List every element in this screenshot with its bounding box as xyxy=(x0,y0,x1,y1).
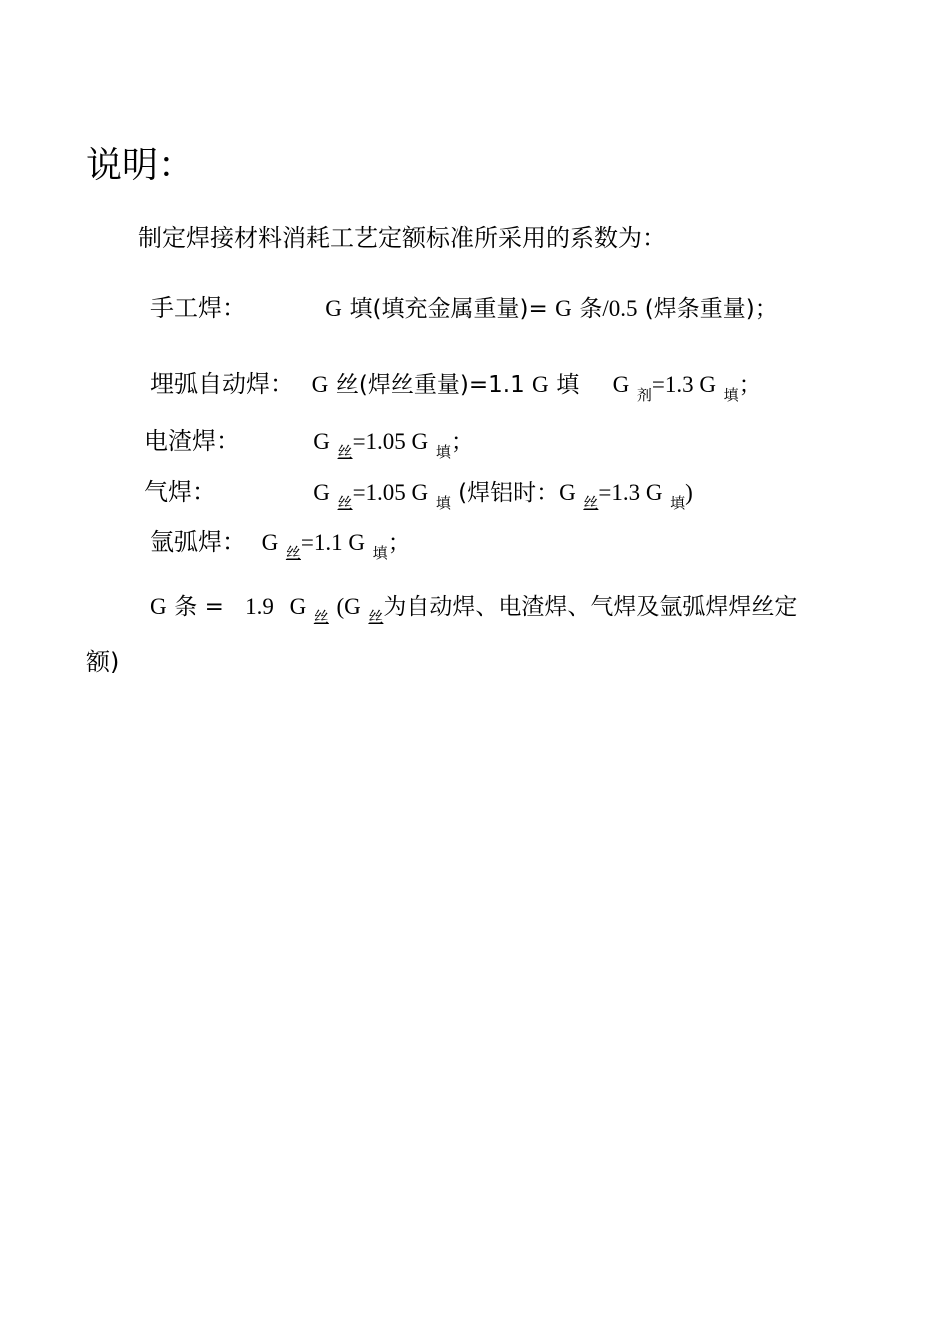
formula-subscript: 丝 xyxy=(285,544,301,562)
intro-paragraph: 制定焊接材料消耗工艺定额标准所采用的系数为： xyxy=(138,224,666,252)
formula-g: G xyxy=(411,480,429,505)
formula-g: G xyxy=(348,530,366,555)
formula-subscript: 填 xyxy=(723,386,739,404)
section-title: 说明： xyxy=(86,145,195,186)
formula-g: G xyxy=(313,480,330,505)
formula-sub: 条 xyxy=(174,594,198,620)
argon-arc-label: 氩弧焊： xyxy=(150,528,246,556)
formula-text: =1.3 xyxy=(651,372,700,397)
formula-g: G xyxy=(555,296,572,321)
formula-g: G xyxy=(559,480,576,505)
formula-g: G xyxy=(612,372,630,397)
electroslag-row xyxy=(144,425,474,460)
formula-text: (焊条重量)； xyxy=(637,296,778,322)
formula-value: 1.9 xyxy=(245,594,274,619)
formula-subscript: 丝 xyxy=(368,608,384,626)
formula-text: ； xyxy=(450,429,474,455)
formula-subscript: 丝 xyxy=(337,494,353,512)
electroslag-label: 电渣焊： xyxy=(144,427,240,455)
formula-text: (填充金属重量)= xyxy=(372,296,556,322)
formula-g: G xyxy=(645,480,663,505)
formula-g: G xyxy=(532,372,549,397)
formula-sub: 填 xyxy=(556,372,580,398)
formula-text: =1.05 xyxy=(352,429,412,454)
rod-formula-row xyxy=(150,590,797,625)
formula-subscript: 丝 xyxy=(583,494,599,512)
formula-note: (焊铝时： xyxy=(450,480,560,506)
formula-subscript: 丝 xyxy=(313,608,329,626)
formula-subscript: 丝 xyxy=(337,443,353,461)
formula-g: G xyxy=(311,372,329,397)
formula-ratio: /0.5 xyxy=(602,296,638,321)
formula-sub: 条 xyxy=(579,296,603,322)
formula-g: G xyxy=(313,429,330,454)
formula-g: G xyxy=(289,594,307,619)
formula-subscript: 剂 xyxy=(636,386,652,404)
continuation-text: 额) xyxy=(86,648,120,676)
formula-text: (焊丝重量)=1.1 xyxy=(358,372,533,398)
formula-subscript: 填 xyxy=(435,494,451,512)
gas-welding-row xyxy=(144,476,693,511)
formula-sub: 填 xyxy=(349,296,373,322)
formula-text: ； xyxy=(387,530,411,556)
formula-subscript: 填 xyxy=(372,544,388,562)
formula-text: ) xyxy=(685,480,693,505)
formula-g: G xyxy=(699,372,716,397)
formula-text: = xyxy=(197,594,232,620)
formula-text: =1.3 xyxy=(598,480,646,505)
formula-note: 为自动焊、电渣焊、气焊及氩弧焊焊丝定 xyxy=(383,594,798,620)
formula-g: G xyxy=(150,594,167,619)
submerged-arc-row xyxy=(150,368,762,403)
formula-text: (G xyxy=(336,594,361,619)
formula-g: G xyxy=(325,296,342,321)
formula-sub: 丝 xyxy=(335,372,359,398)
formula-text: =1.1 xyxy=(300,530,349,555)
formula-g: G xyxy=(411,429,429,454)
manual-welding-row xyxy=(150,292,778,325)
formula-g: G xyxy=(261,530,279,555)
gas-welding-label: 气焊： xyxy=(144,478,216,506)
formula-text: ； xyxy=(738,372,762,398)
formula-subscript: 填 xyxy=(670,494,686,512)
argon-arc-row xyxy=(150,526,411,561)
submerged-arc-label: 埋弧自动焊： xyxy=(150,370,294,398)
manual-welding-label: 手工焊： xyxy=(150,294,246,322)
formula-subscript: 填 xyxy=(435,443,451,461)
formula-text: =1.05 xyxy=(352,480,412,505)
